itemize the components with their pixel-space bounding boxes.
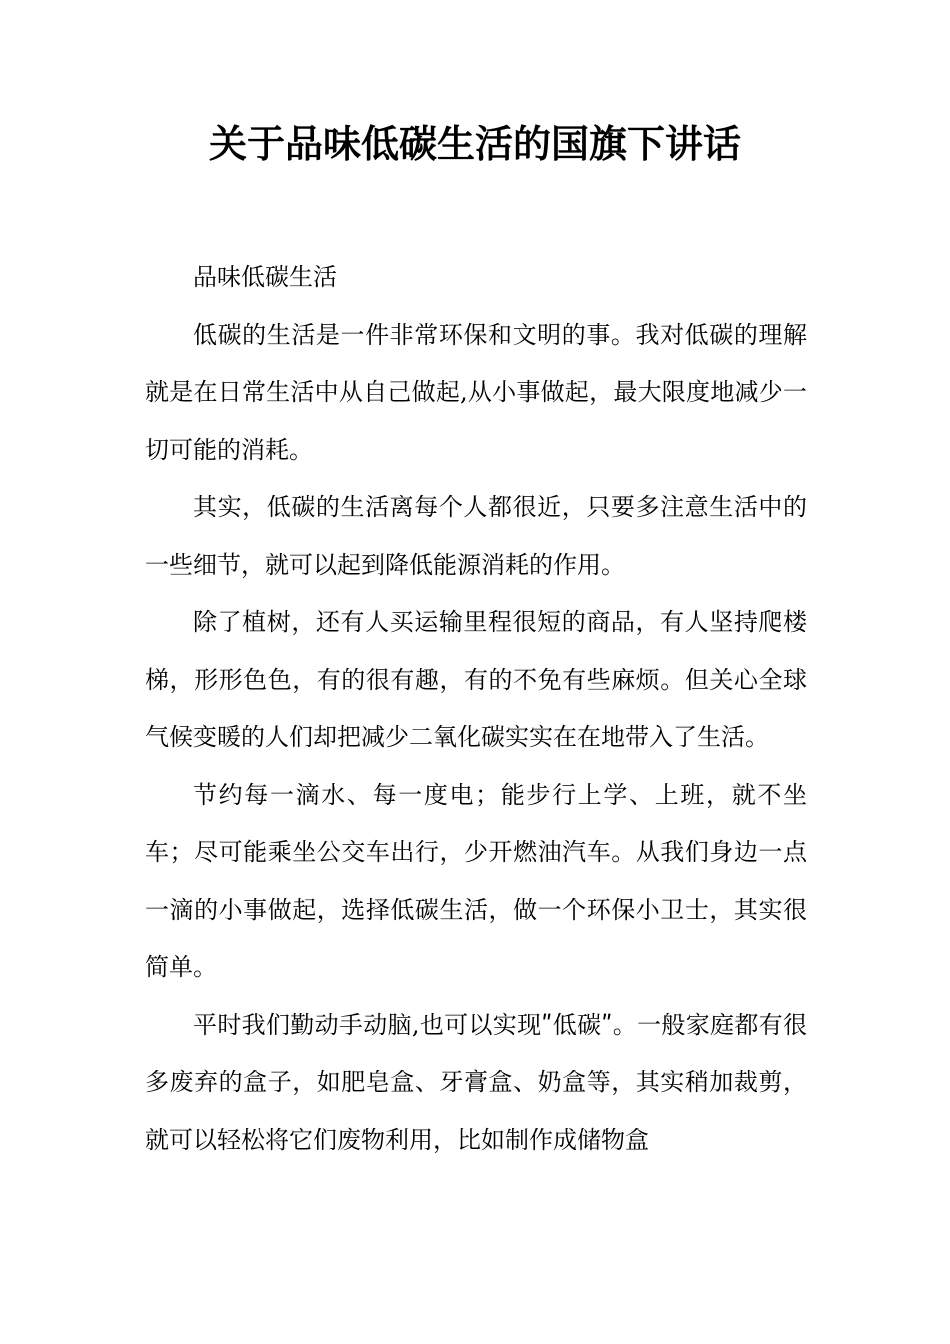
body-paragraph: 平时我们勤动手动脑,也可以实现ʺ低碳ʺ。一般家庭都有很多废弃的盒子，如肥皂盒、牙膏盒、奶盒等，其实稍加裁剪，就可以轻松将它们废物利用，比如制作成储物盒 xyxy=(145,1010,807,1154)
document-body xyxy=(145,249,807,1169)
body-paragraph: 其实，低碳的生活离每个人都很近，只要多注意生活中的一些细节，就可以起到降低能源消耗的作用。 xyxy=(145,493,807,579)
document-title: 关于品味低碳生活的国旗下讲话 xyxy=(208,121,741,166)
subtitle-paragraph: 品味低碳生活 xyxy=(193,263,337,291)
body-paragraph: 节约每一滴水、每一度电；能步行上学、上班，就不坐车；尽可能乘坐公交车出行，少开燃油汽车。从我们身边一点一滴的小事做起，选择低碳生活，做一个环保小卫士，其实很简单。 xyxy=(145,780,807,981)
body-paragraph: 除了植树，还有人买运输里程很短的商品，有人坚持爬楼梯，形形色色，有的很有趣，有的不免有些麻烦。但关心全球气候变暖的人们却把减少二氧化碳实实在在地带入了生活。 xyxy=(145,608,807,751)
body-paragraph: 低碳的生活是一件非常环保和文明的事。我对低碳的理解就是在日常生活中从自己做起,从小事做起，最大限度地减少一切可能的消耗。 xyxy=(145,320,807,464)
